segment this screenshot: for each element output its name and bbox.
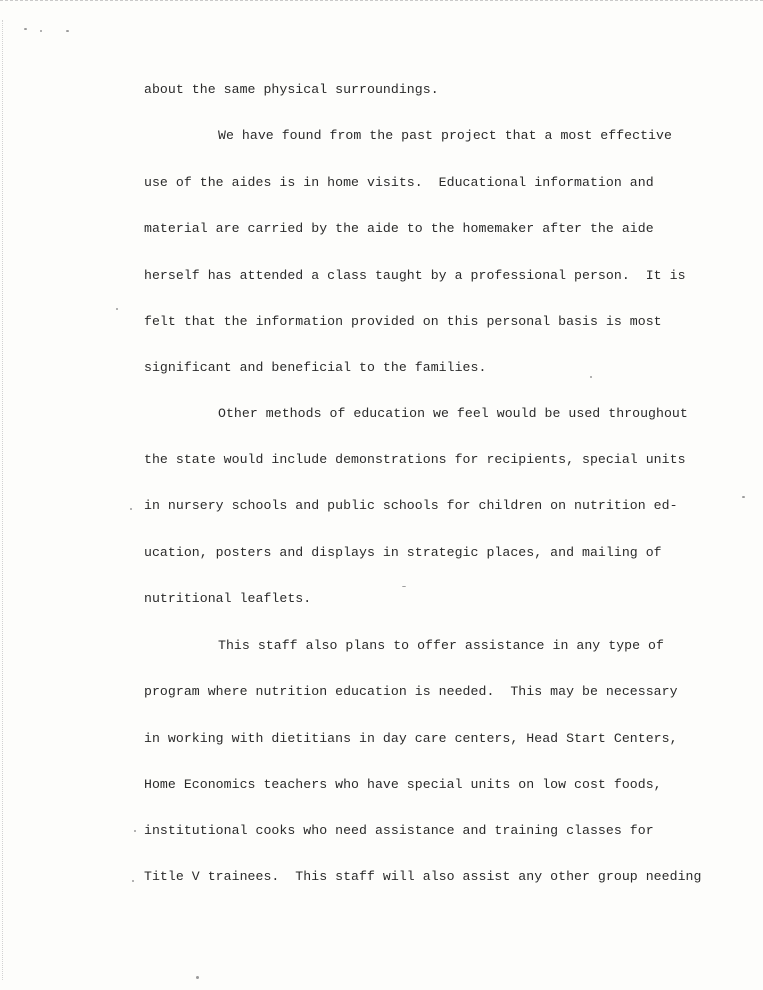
scan-speck <box>402 586 406 587</box>
scan-speck <box>130 508 132 510</box>
text-line: felt that the information provided on this personal basis is most <box>144 314 662 329</box>
page-top-edge <box>0 0 763 1</box>
scan-speck <box>196 976 199 979</box>
text-line: Other methods of education we feel would be used throughout <box>218 406 688 421</box>
scan-speck <box>742 496 745 498</box>
text-line: Home Economics teachers who have special units on low cost foods, <box>144 777 662 792</box>
scan-speck <box>134 830 136 832</box>
scan-speck <box>40 30 42 32</box>
text-line: nutritional leaflets. <box>144 591 312 606</box>
left-margin-edge <box>2 20 3 980</box>
text-line: This staff also plans to offer assistance in any type of <box>218 638 664 653</box>
scan-speck <box>66 30 69 32</box>
text-line: We have found from the past project that a most effective <box>218 128 672 143</box>
scan-speck <box>116 308 118 310</box>
text-line: program where nutrition education is needed. This may be necessary <box>144 684 678 699</box>
text-line: herself has attended a class taught by a professional person. It is <box>144 268 686 283</box>
text-line: about the same physical surroundings. <box>144 82 439 97</box>
scan-speck <box>590 376 592 378</box>
scan-speck <box>24 28 27 30</box>
text-line: in working with dietitians in day care centers, Head Start Centers, <box>144 731 678 746</box>
text-line: use of the aides is in home visits. Educational information and <box>144 175 654 190</box>
text-line: significant and beneficial to the families. <box>144 360 487 375</box>
text-line: institutional cooks who need assistance and training classes for <box>144 823 654 838</box>
scan-speck <box>132 880 134 882</box>
text-line: ucation, posters and displays in strategic places, and mailing of <box>144 545 662 560</box>
text-line: Title V trainees. This staff will also assist any other group needing <box>144 869 702 884</box>
text-line: the state would include demonstrations for recipients, special units <box>144 452 686 467</box>
text-line: material are carried by the aide to the homemaker after the aide <box>144 221 654 236</box>
text-line: in nursery schools and public schools for children on nutrition ed- <box>144 498 678 513</box>
